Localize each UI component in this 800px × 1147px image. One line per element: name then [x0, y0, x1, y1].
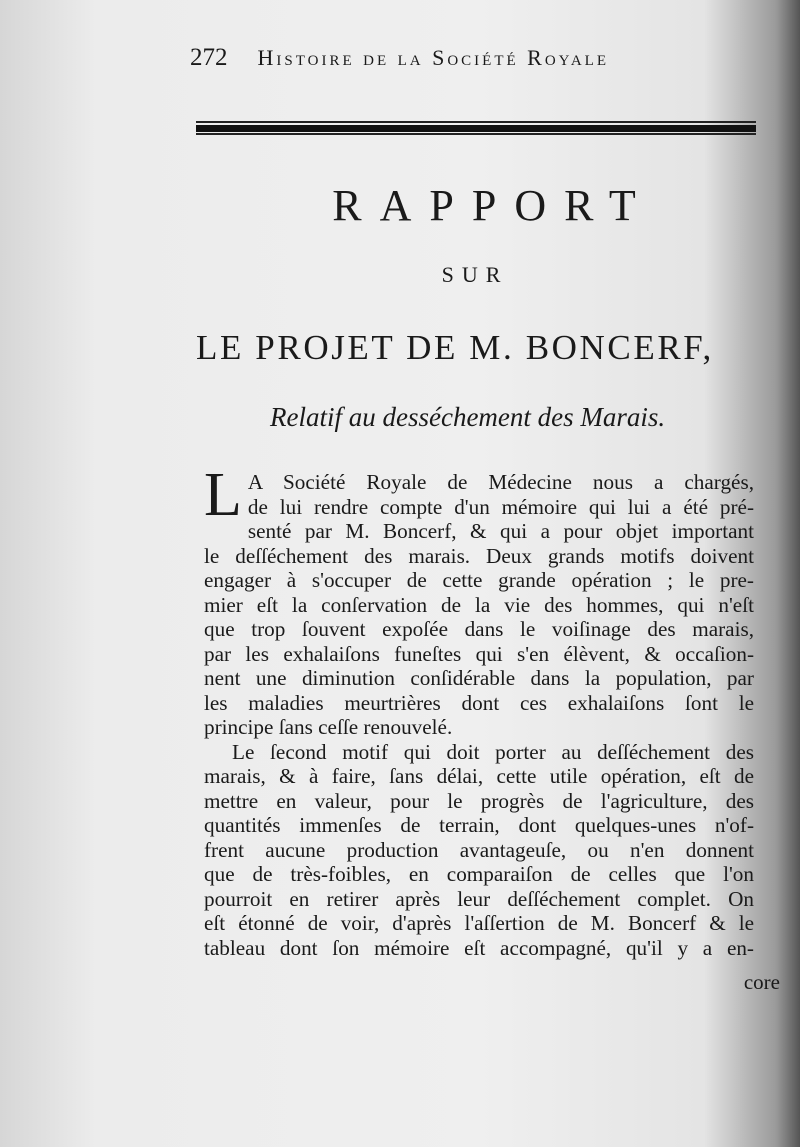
text-line: pourroit en retirer après leur deſſéchement complet. On: [204, 886, 754, 911]
report-subtitle: SUR: [441, 262, 509, 287]
text-line: marais, & à faire, ſans délai, cette utile opération, eſt de: [204, 764, 754, 788]
text-line: que de très-foibles, en comparaiſon de celles que l'on: [204, 862, 754, 886]
text-line: engager à s'occuper de cette grande opération ; le pre-: [204, 568, 754, 592]
text-line: le deſſéchement des marais. Deux grands motifs doivent: [204, 543, 754, 568]
text-line: frent aucune production avantageuſe, ou n'en donnent: [204, 837, 754, 862]
text-line: quantités immenſes de terrain, dont quelques-unes n'of-: [204, 813, 754, 837]
text-line: senté par M. Boncerf, & qui a pour objet important: [247, 519, 754, 543]
text-line: eſt étonné de voir, d'après l'aſſertion de M. Boncerf & le: [204, 911, 754, 935]
catchword: core: [743, 970, 780, 994]
text-line: mier eſt la conſervation de la vie des hommes, qui n'eſt: [204, 592, 754, 617]
paragraph-2: [204, 740, 754, 961]
drop-cap: L: [204, 461, 242, 529]
text-line: que trop ſouvent expoſée dans le voiſinage des marais,: [204, 617, 754, 641]
text-line: mettre en valeur, pour le progrès de l'agriculture, des: [204, 788, 754, 813]
paragraph-1: [204, 461, 754, 740]
text-line: Le ſecond motif qui doit porter au deſſéchement des: [232, 739, 754, 764]
page-number: 272: [190, 44, 228, 71]
text-line: par les exhalaiſons funeſtes qui s'en élèvent, & occaſion-: [204, 641, 754, 666]
project-title: LE PROJET DE M. BONCERF,: [196, 328, 714, 367]
text-line: de lui rendre compte d'un mémoire qui lui a été pré-: [247, 494, 754, 519]
text-line: tableau dont ſon mémoire eſt accompagné, qu'il y a en-: [204, 935, 754, 960]
text-line: A Société Royale de Médecine nous a chargés,: [247, 470, 754, 494]
text-line: nent une diminution conſidérable dans la population, par: [204, 666, 754, 690]
text-line: principe ſans ceſſe renouvelé.: [204, 715, 453, 739]
ornamental-rule: [196, 121, 756, 135]
text-line: les maladies meurtrières dont ces exhalaiſons ſont le: [204, 690, 754, 715]
report-title: RAPPORT: [332, 181, 654, 230]
running-head: Histoire de la Société Royale: [257, 45, 609, 70]
section-subtitle: Relatif au desséchement des Marais.: [270, 402, 666, 432]
body-text: [204, 461, 754, 960]
page-header: [190, 44, 760, 80]
